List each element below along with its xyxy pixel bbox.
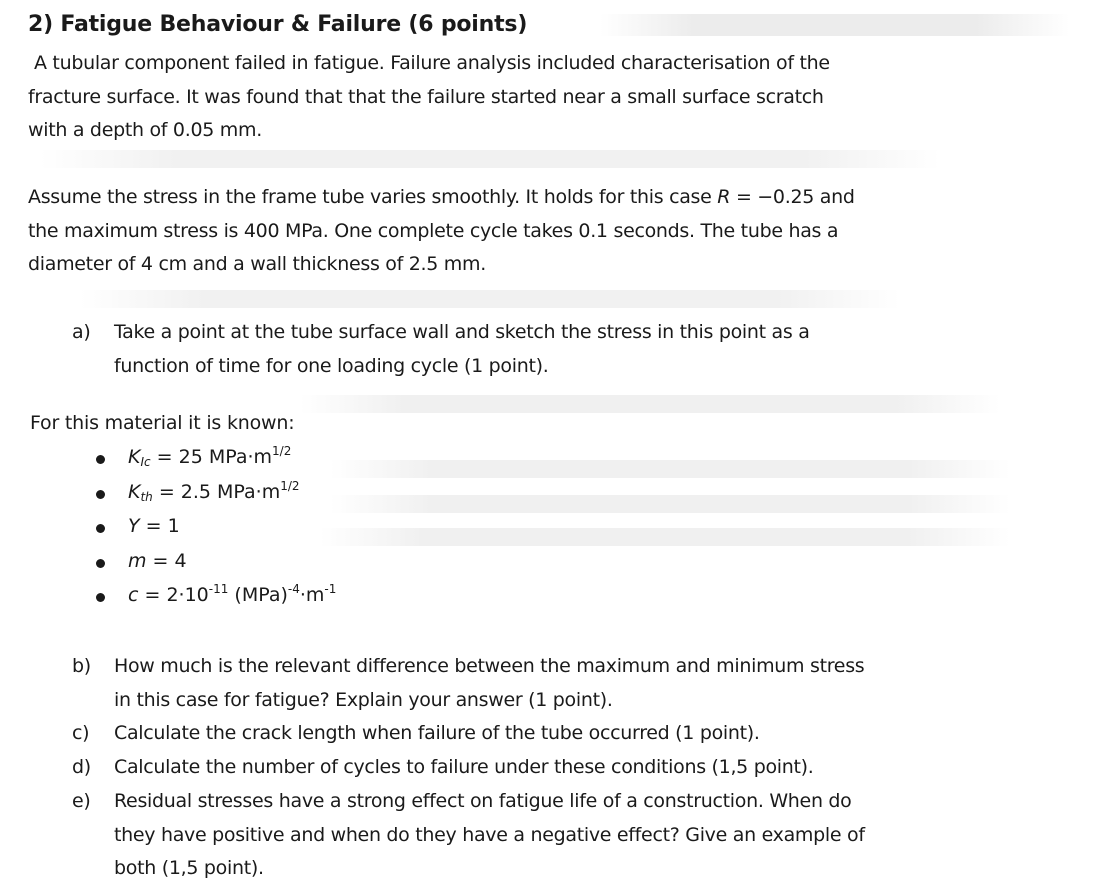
bleed-through-shade: [80, 290, 900, 308]
bleed-through-shade: [300, 395, 1000, 413]
question-label: b): [72, 655, 91, 677]
assumption-paragraph: [28, 181, 1038, 282]
property-m: [128, 550, 187, 572]
subscript: th: [140, 489, 153, 504]
question-line: both (1,5 point).: [114, 857, 264, 879]
question-label: d): [72, 756, 91, 778]
exponent: -11: [208, 582, 229, 596]
question-label: c): [72, 722, 90, 744]
property-value: = 4: [146, 549, 187, 572]
question-label: a): [72, 321, 91, 343]
question-line: How much is the relevant difference between the maximum and minimum stress: [114, 655, 865, 677]
ratio-symbol: R: [717, 186, 731, 208]
symbol: m: [128, 549, 147, 572]
question-line: they have positive and when do they have a negative effect? Give an example of: [114, 823, 865, 846]
property-value: = 25 MPa·m: [150, 446, 273, 468]
bullet-icon: [96, 455, 105, 464]
question-line: function of time for one loading cycle (1 point).: [114, 354, 549, 377]
bleed-through-shade: [330, 460, 1010, 478]
bleed-through-shade: [40, 150, 940, 168]
question-line: Calculate the number of cycles to failure under these conditions (1,5 point).: [114, 756, 814, 778]
symbol: K: [128, 446, 141, 468]
property-y: [128, 515, 180, 537]
assumption-line: diameter of 4 cm and a wall thickness of 2.5 mm.: [28, 253, 486, 275]
question-line: in this case for fatigue? Explain your answer (1 point).: [114, 688, 613, 711]
property-value: = 2.5 MPa·m: [152, 480, 281, 503]
assumption-text: Assume the stress in the frame tube varies smoothly. It holds for this case: [28, 186, 718, 208]
bullet-icon: [96, 593, 105, 602]
property-unit: (MPa): [228, 584, 288, 606]
bleed-through-shade: [320, 528, 1010, 546]
exponent: 1/2: [272, 444, 292, 458]
symbol: c: [128, 584, 139, 606]
exponent: -1: [324, 582, 337, 596]
property-c: [128, 584, 336, 606]
intro-line: fracture surface. It was found that that the failure started near a small surface scratch: [28, 85, 824, 108]
question-line: Residual stresses have a strong effect on fatigue life of a construction. When do: [114, 790, 852, 812]
property-value: = 2·10: [138, 584, 209, 606]
symbol: K: [128, 480, 141, 503]
exponent: 1/2: [280, 478, 300, 493]
property-kic: [128, 446, 291, 468]
exponent: -4: [287, 582, 300, 596]
assumption-line: [28, 181, 1038, 215]
question-body: [114, 785, 865, 886]
property-value: = 1: [139, 515, 180, 537]
intro-paragraph: [28, 47, 1038, 148]
question-body: [114, 650, 864, 717]
question-body: [114, 316, 810, 383]
question-title: 2) Fatigue Behaviour & Failure (6 points): [28, 12, 528, 37]
bullet-icon: [96, 524, 105, 533]
bullet-icon: [96, 490, 105, 499]
assumption-text: = −0.25 and: [730, 186, 855, 208]
question-line: Take a point at the tube surface wall and sketch the stress in this point as a: [114, 321, 810, 343]
intro-line: A tubular component failed in fatigue. Failure analysis included characterisation of the: [34, 52, 830, 74]
subscript: Ic: [140, 455, 151, 469]
property-kth: [128, 478, 300, 504]
property-unit: ·m: [299, 584, 325, 606]
bullet-icon: [96, 559, 105, 568]
assumption-line: the maximum stress is 400 MPa. One complete cycle takes 0.1 seconds. The tube has a: [28, 219, 839, 242]
question-label: e): [72, 790, 91, 812]
bleed-through-shade: [600, 14, 1070, 36]
known-heading: For this material it is known:: [30, 412, 295, 434]
question-body: [114, 717, 760, 751]
bleed-through-shade: [330, 495, 1010, 513]
question-line: Calculate the crack length when failure of the tube occurred (1 point).: [114, 722, 760, 744]
question-body: [114, 751, 814, 785]
intro-line: with a depth of 0.05 mm.: [28, 119, 262, 141]
symbol: Y: [128, 515, 140, 537]
